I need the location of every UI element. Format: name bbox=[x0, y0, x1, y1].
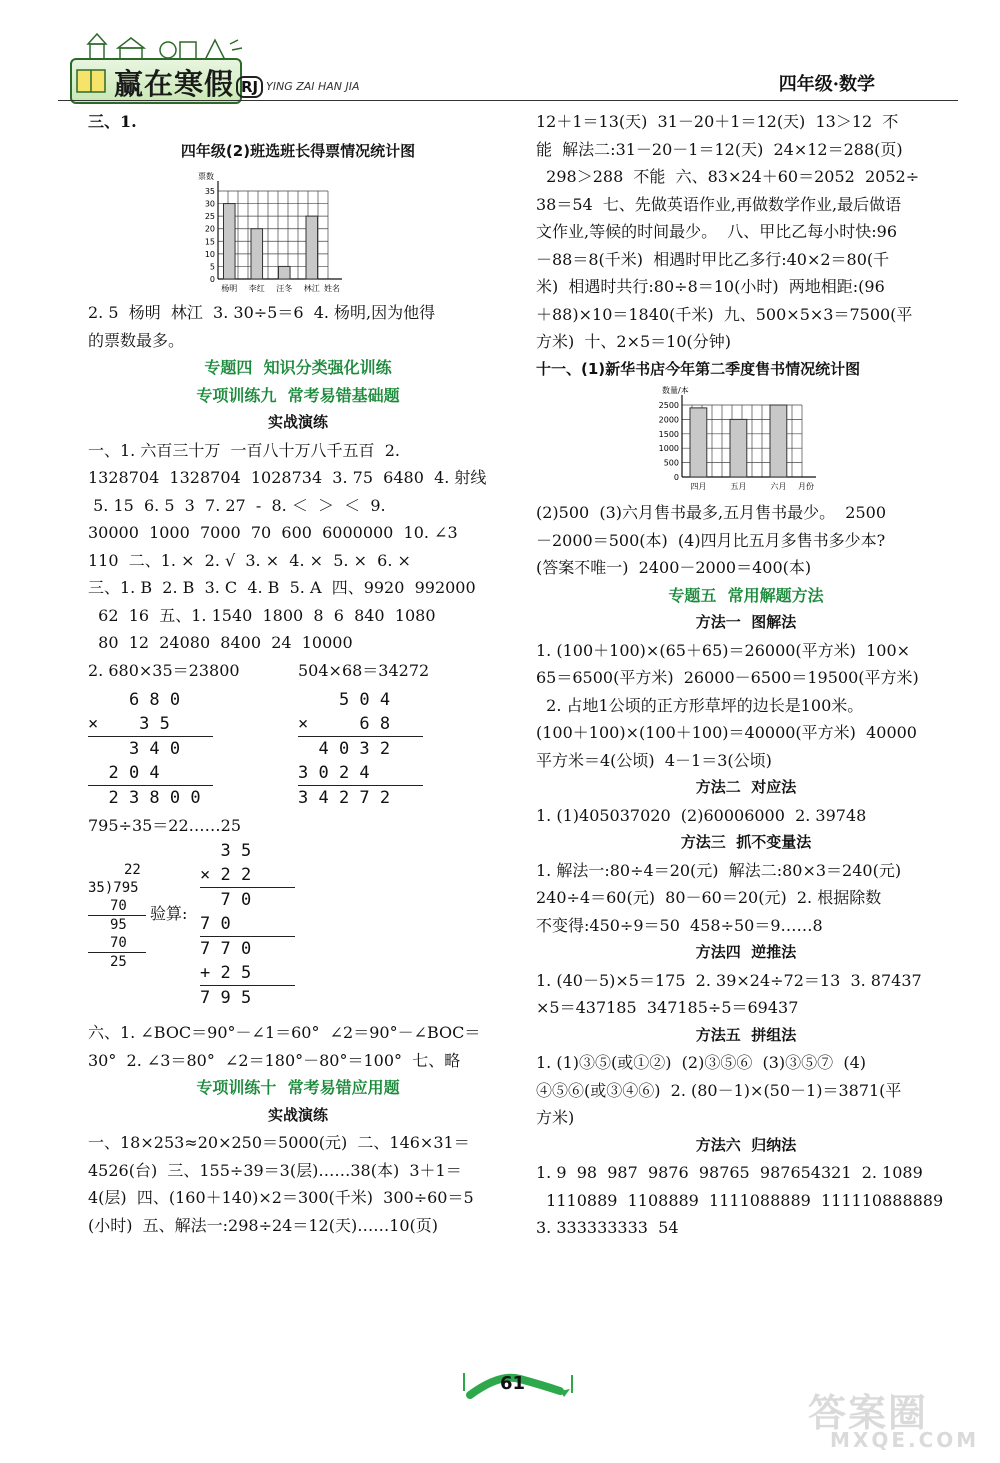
calc-row: + 2 5 bbox=[200, 963, 252, 983]
y-tick-label: 1000 bbox=[658, 444, 679, 454]
bar bbox=[730, 419, 747, 477]
vertical-calc-area bbox=[88, 684, 508, 812]
subsection-title: 实战演练 bbox=[267, 1105, 328, 1124]
x-tick-label: 四月 bbox=[690, 482, 707, 491]
subsection-title: 实战演练 bbox=[267, 413, 328, 431]
answer-line: 1328704 1328704 1028734 3. 75 6480 4. 射线 bbox=[88, 468, 487, 487]
bar bbox=[224, 204, 236, 279]
calc-row: 95 bbox=[88, 915, 146, 934]
x-tick-label: 林江 bbox=[303, 284, 320, 293]
calc-row: 7 9 5 bbox=[200, 985, 295, 1010]
answer-line: 504×68＝34272 bbox=[298, 660, 430, 680]
y-tick-label: 10 bbox=[204, 249, 215, 259]
method-title: 方法三 抓不变量法 bbox=[680, 833, 812, 851]
header bbox=[60, 30, 960, 100]
calc-row: 7 0 bbox=[200, 887, 295, 912]
answer-line: 1110889 1108889 1111088889 111110888889 bbox=[536, 1190, 944, 1210]
calc-row: × 6 8 bbox=[298, 713, 391, 734]
y-axis-label: 票数 bbox=[198, 172, 214, 181]
answer-line: 1. 9 98 987 9876 98765 987654321 2. 1089 bbox=[536, 1163, 923, 1182]
bar bbox=[770, 405, 787, 477]
check-label: 验算: bbox=[150, 904, 188, 923]
answer-line: 三、1. B 2. B 3. C 4. B 5. A 四、9920 992000 bbox=[88, 578, 476, 597]
answer-line: －2000＝500(本) (4)四月比五月多售书多少本? bbox=[536, 530, 886, 550]
answer-line: 4526(台) 三、155÷39＝3(层)……38(本) 3＋1＝ bbox=[88, 1160, 462, 1180]
answer-line: (答案不唯一) 2400－2000＝400(本) bbox=[536, 558, 812, 577]
method-title: 方法四 逆推法 bbox=[695, 943, 797, 961]
bar bbox=[690, 408, 707, 477]
method-title: 方法六 归纳法 bbox=[695, 1135, 797, 1154]
page-number: 61 bbox=[500, 1373, 526, 1394]
logo-rj: RJ bbox=[236, 76, 263, 98]
answer-line: 方米) bbox=[536, 1108, 575, 1127]
answer-line: 方米) 十、2×5＝10(分钟) bbox=[536, 332, 732, 351]
calc-row: 3 0 2 4 bbox=[298, 762, 391, 783]
calc-row: 35)795 bbox=[88, 880, 139, 896]
method-title: 方法五 拼组法 bbox=[695, 1025, 797, 1044]
answer-line: 240÷4＝60(元) 80－60＝20(元) 2. 根据除数 bbox=[536, 888, 882, 907]
check-multiplication bbox=[200, 839, 295, 1010]
header-rule bbox=[58, 100, 958, 101]
book-sales-bar-chart bbox=[536, 383, 956, 495]
chart-title: 十一、(1)新华书店今年第二季度售书情况统计图 bbox=[536, 359, 861, 378]
section-title: 专题五 常用解题方法 bbox=[668, 585, 824, 605]
calc-row: 70 bbox=[110, 935, 127, 951]
x-tick-label: 杨明 bbox=[221, 284, 238, 293]
answer-line: (100＋100)×(100＋100)＝40000(平方米) 40000 bbox=[536, 723, 917, 742]
calc-row: 3 4 2 7 2 bbox=[298, 785, 423, 810]
calc-row: × 2 2 bbox=[200, 865, 252, 885]
logo bbox=[70, 58, 242, 104]
x-tick-label: 汪冬 bbox=[276, 284, 293, 293]
grade-subject: 四年级·数学 bbox=[778, 74, 875, 95]
calc-row: 6 8 0 bbox=[88, 689, 181, 710]
long-division bbox=[88, 861, 146, 971]
x-tick-label: 五月 bbox=[730, 482, 747, 491]
y-tick-label: 15 bbox=[204, 237, 215, 247]
y-tick-label: 2500 bbox=[658, 401, 679, 410]
answer-line: 2. 680×35＝23800 bbox=[88, 660, 240, 680]
section-title: 专题四 知识分类强化训练 bbox=[204, 358, 392, 377]
y-tick-label: 500 bbox=[663, 458, 679, 468]
x-tick-label: 李红 bbox=[248, 284, 265, 293]
answer-line: 38＝54 七、先做英语作业,再做数学作业,最后做语 bbox=[536, 194, 902, 214]
answer-line: 5. 15 6. 5 3 7. 27 - 8. ＜ ＞ ＜ 9. bbox=[88, 495, 386, 515]
answer-line: 30000 1000 7000 70 600 6000000 10. ∠3 bbox=[88, 523, 458, 542]
calc-row: 5 0 4 bbox=[298, 689, 391, 710]
answer-line: 65＝6500(平方米) 26000－6500＝19500(平方米) bbox=[536, 668, 919, 687]
page-footer bbox=[450, 1365, 590, 1405]
answer-line: 3. 333333333 54 bbox=[536, 1218, 679, 1237]
answer-line: 六、1. ∠BOC＝90°－∠1＝60° ∠2＝90°－∠BOC＝ bbox=[88, 1023, 481, 1042]
calc-row: 25 bbox=[88, 952, 146, 971]
answer-line: 的票数最多。 bbox=[88, 330, 185, 350]
answer-line: －88＝8(千米) 相遇时甲比乙多行:40×2＝80(千 bbox=[536, 249, 890, 269]
answer-line: 2. 占地1公顷的正方形草坪的边长是100米。 bbox=[536, 695, 864, 715]
x-tick-label: 六月 bbox=[770, 482, 787, 491]
answer-line: 一、1. 六百三十万 一百八十万八千五百 2. bbox=[88, 440, 400, 460]
answer-line: 1. (40－5)×5＝175 2. 39×24÷72＝13 3. 87437 bbox=[536, 970, 922, 990]
answer-line: 298＞288 不能 六、83×24＋60＝2052 2052÷ bbox=[536, 167, 920, 186]
answer-line: 110 二、1. × 2. √ 3. × 4. × 5. × 6. × bbox=[88, 550, 411, 570]
bar bbox=[279, 266, 291, 279]
watermark: 答案圈 bbox=[808, 1391, 929, 1435]
division-check-area bbox=[88, 839, 508, 1019]
calc-row: 3 4 0 bbox=[88, 736, 213, 761]
answer-line: 三、1. bbox=[88, 112, 137, 131]
chart-title: 四年级(2)班选班长得票情况统计图 bbox=[180, 141, 416, 160]
y-tick-label: 2000 bbox=[658, 415, 679, 425]
y-tick-label: 25 bbox=[204, 212, 215, 222]
answer-line: 一、18×253≈20×250＝5000(元) 二、146×31＝ bbox=[88, 1133, 470, 1152]
logo-title: 赢在寒假 bbox=[114, 67, 235, 101]
answer-line: 12＋1＝13(天) 31－20＋1＝12(天) 13＞12 不 bbox=[536, 112, 899, 131]
calc-row: 70 bbox=[110, 898, 127, 914]
bar bbox=[251, 229, 263, 279]
y-tick-label: 20 bbox=[204, 224, 215, 234]
y-tick-label: 5 bbox=[209, 262, 215, 272]
logo-pinyin: YING ZAI HAN JIA bbox=[266, 80, 360, 93]
answer-line: 795÷35＝22……25 bbox=[88, 815, 242, 835]
x-tick-label: 月份 bbox=[798, 482, 814, 491]
y-axis-label: 数量/本 bbox=[662, 386, 689, 395]
answer-line: 不变得:450÷9＝50 458÷50＝9……8 bbox=[536, 915, 823, 935]
calc-row: 4 0 3 2 bbox=[298, 736, 423, 761]
section-title: 专项训练九 常考易错基础题 bbox=[196, 385, 400, 405]
x-tick-label: 姓名 bbox=[324, 284, 340, 293]
calc-row: 22 bbox=[124, 862, 141, 878]
answer-line: 1. (1)③⑤(或①②) (2)③⑤⑥ (3)③⑤⑦ (4) bbox=[536, 1053, 867, 1072]
answer-line: ×5＝437185 347185÷5＝69437 bbox=[536, 998, 799, 1017]
calc-row: × 3 5 bbox=[88, 713, 170, 734]
bar bbox=[306, 216, 318, 279]
answer-line: 30° 2. ∠3＝80° ∠2＝180°－80°＝100° 七、略 bbox=[88, 1050, 461, 1070]
answer-line: 文作业,等候的时间最少。 八、甲比乙每小时快:96 bbox=[536, 222, 898, 241]
answer-line: ④⑤⑥(或③④⑥) 2. (80－1)×(50－1)＝3871(平 bbox=[536, 1080, 902, 1100]
y-tick-label: 35 bbox=[204, 187, 215, 196]
answer-line: ＋88)×10＝1840(千米) 九、500×5×3＝7500(平 bbox=[536, 304, 913, 324]
answer-line: 1. (100＋100)×(65＋65)＝26000(平方米) 100× bbox=[536, 640, 911, 660]
answer-line: 4(层) 四、(160＋140)×2＝300(千米) 300÷60＝5 bbox=[88, 1188, 474, 1207]
answer-line: 1. (1)405037020 (2)60006000 2. 39748 bbox=[536, 805, 867, 825]
y-tick-label: 1500 bbox=[658, 429, 679, 439]
section-title: 专项训练十 常考易错应用题 bbox=[196, 1078, 400, 1097]
vote-bar-chart bbox=[88, 165, 508, 295]
answer-line: 平方米＝4(公顷) 4－1＝3(公顷) bbox=[536, 750, 772, 770]
answer-line: 62 16 五、1. 1540 1800 8 6 840 1080 bbox=[88, 605, 436, 625]
calc-row: 3 5 bbox=[200, 841, 252, 861]
answer-line: 能 解法二:31－20－1＝12(天) 24×12＝288(页) bbox=[536, 139, 903, 159]
watermark-url: MXQE.COM bbox=[830, 1428, 980, 1452]
book-icon bbox=[74, 62, 110, 98]
calc-row: 7 7 0 bbox=[200, 936, 295, 961]
y-tick-label: 0 bbox=[673, 473, 679, 482]
method-title: 方法一 图解法 bbox=[695, 613, 797, 631]
vertical-multiplication bbox=[88, 688, 213, 810]
vertical-multiplication bbox=[298, 688, 423, 810]
y-tick-label: 0 bbox=[209, 275, 215, 284]
calc-row: 2 3 8 0 0 bbox=[88, 785, 213, 810]
answer-line: 米) 相遇时共行:80÷8＝10(小时) 两地相距:(96 bbox=[536, 277, 885, 296]
left-column bbox=[88, 108, 508, 1239]
answer-line: (2)500 (3)六月售书最多,五月售书最少。 2500 bbox=[536, 503, 887, 522]
answer-line: 1. 解法一:80÷4＝20(元) 解法二:80×3＝240(元) bbox=[536, 860, 902, 880]
method-title: 方法二 对应法 bbox=[695, 778, 797, 796]
calc-row: 7 0 bbox=[200, 914, 252, 934]
right-column bbox=[536, 108, 956, 1242]
calc-row: 2 0 4 bbox=[88, 762, 181, 783]
answer-line: 80 12 24080 8400 24 10000 bbox=[88, 633, 353, 652]
answer-line: 2. 5 杨明 林江 3. 30÷5＝6 4. 杨明,因为他得 bbox=[88, 303, 436, 322]
y-tick-label: 30 bbox=[204, 199, 215, 209]
answer-line: (小时) 五、解法一:298÷24＝12(天)……10(页) bbox=[88, 1215, 439, 1235]
